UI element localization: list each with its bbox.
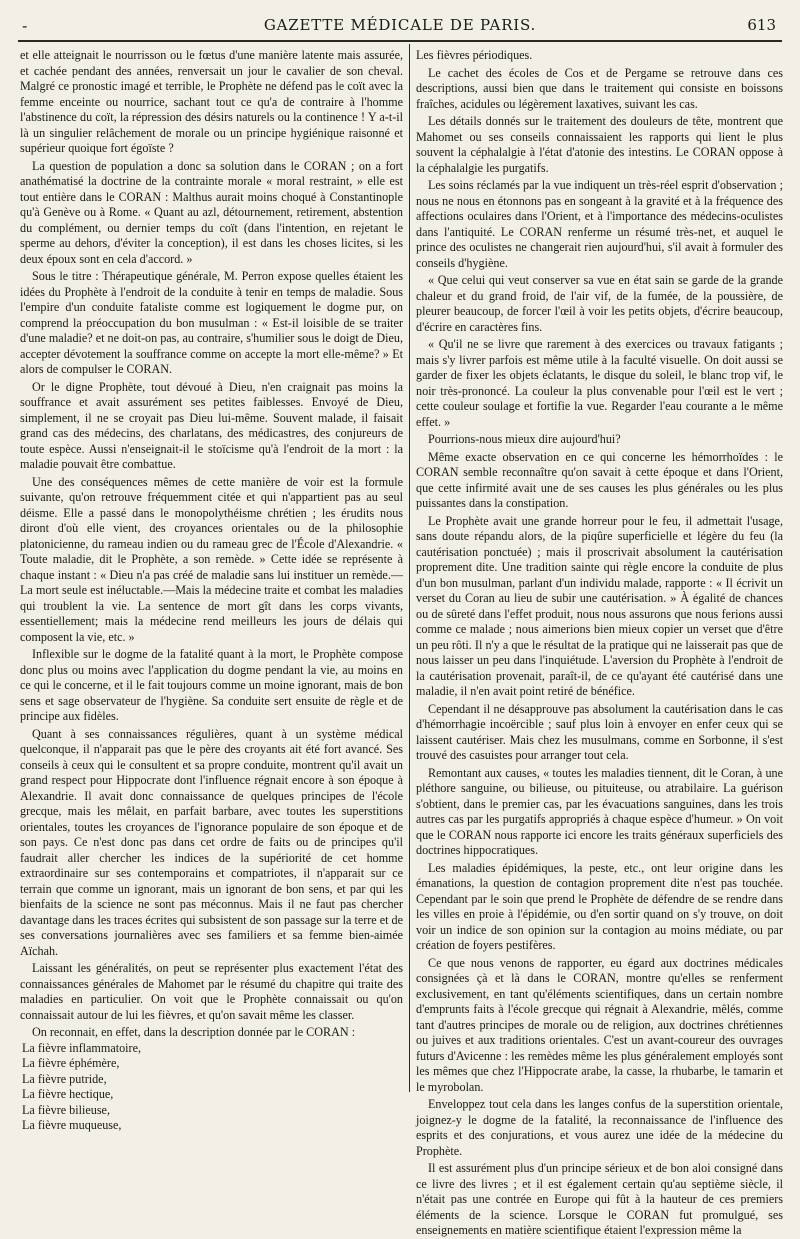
paragraph: et elle atteignait le nourrisson ou le fœtus d'une manière latente mais assurée, et cachée pendant des années, renversait un jour le cavalier de son cheval. Malgré ce pronostic imagé et terrible, le Prophète ne défend pas le coït avec la femme enceinte ou nourrice, sachant tout ce qu'a de contraire à l'homme l'abstinence du coït, la répression des désirs naturels ou la continence ! Y a-t-il là un singulier relâchement de morale ou un principe hygiénique raisonné et supérieur quoique fort égoïste ? [20,48,403,155]
paragraph: Même exacte observation en ce qui concerne les hémorrhoïdes : le CORAN semble reconnaître qu'on savait à cette époque et dans l'Orient, que cette infirmité avait une de ses causes les plus générales ou les plus puissantes dans la constipation. [416,449,783,510]
header-mark: - [22,16,28,35]
paragraph: Pourrions-nous mieux dire aujourd'hui? [428,432,621,446]
paragraph: Les maladies épidémiques, la peste, etc., ont leur origine dans les émanations, la question de contagion proprement dite n'est pas touchée. Cependant par le soin que prend le Prophète de défendre de se rendre dans les villes en proie à l'épidémie, ou d'en sortir quand on s'y trouve, on doit voir un indice de son opinion sur la contagion au moins médiate, ou par création de foyers pestifères. [416,860,783,952]
paragraph: Or le digne Prophète, tout dévoué à Dieu, n'en craignait pas moins la souffrance et avait assurément ses petites faiblesses. Envoyé de Dieu, simplement, il ne se croyait pas Dieu lui-même. Souvent malade, il faisait grand cas des médecins, des charlatans, des médicastres, des conjureurs de toute espèce. Aussi n'enseignait-il le stoïcisme qu'à l'endroit de la mort : la maladie pouvait être combattue. [20,379,403,471]
paragraph: Les soins réclamés par la vue indiquent un très-réel esprit d'observation ; nous ne nous en étonnons pas en songeant à la gravité et à la fréquence des affections oculaires dans l'Orient, et à l'importance des médecins-oculistes dans l'antiquité. Le CORAN renferme un résumé très-net, et auquel le prince des oculistes ne changerait rien aujourd'hui, s'il avait à formuler des conseils d'hygiène. [416,178,783,270]
fever-list [20,1041,403,1134]
paragraph: Quant à ses connaissances régulières, quant à un système médical quelconque, il n'apparait pas que le père des croyants ait été fort avancé. Ses conseils à ceux qui le consultent et sa propre conduite, montrent qu'il avait un grand respect pour Hippocrate dont l'influence régnait encore à son époque à Alexandrie. Il avait donc connaissance de quelques principes de l'école grecque, mais les mêlait, en parfait barbare, avec toutes les superstitions orientales, toutes les croyances de l'ignorance populaire de son époque et de son pays. Ce n'est donc pas dans cet ordre de faits ou de principes qu'il faudrait aller chercher les indices de la supériorité de cet homme extraordinaire sur ses contemporains et compatriotes, il n'apparait sur ce terrain que comme un ignorant, mais un ignorant de bon sens, et par qui les bienfaits de la science ne sont pas méconnus. Mais il ne faut pas chercher davantage dans les traces écrites qui subsistent de son passage sur la terre et de ses conversations journalières avec ses familiers et sa femme bien-aimée Aïchah. [20,726,403,958]
column-divider [409,44,410,1092]
paragraph: Enveloppez tout cela dans les langes confus de la superstition orientale, joignez-y le dogme de la fatalité, la reconnaissance de l'influence des esprits et des conjurations, et vous aurez une idée de la médecine du Prophète. [416,1097,783,1158]
paragraph: « Qu'il ne se livre que rarement à des exercices ou travaux fatigants ; mais s'y livrer parfois est même utile à la faculté visuelle. On doit aussi se garder de fixer les objets éclatants, le disque du soleil, le blanc trop vif, le noir très-prononcé. La couleur la plus convenable pour l'œil est le vert ; cette couleur soulage et fortifie la vue. Regarder l'eau courante a le même effet. » [416,337,783,429]
paragraph: On reconnait, en effet, dans la description donnée par le CORAN : [32,1025,356,1039]
paragraph: Cependant il ne désapprouve pas absolument la cautérisation dans le cas d'hémorrhagie incoërcible ; sauf plus loin à envoyer en enfer ceux qui se laissent cautériser. Mais chez les musulmans, comme en Sorbonne, il s'est trouvé des casuistes pour arranger tout cela. [416,701,783,762]
paragraph: Remontant aux causes, « toutes les maladies tiennent, dit le Coran, à une pléthore sanguine, ou bilieuse, ou pituiteuse, ou atrabilaire. La guérison s'obtient, dans le premier cas, par les évacuations sanguines, dans les trois autres cas par les purgatifs appropriés à chaque espèce d'humeur. » On voit que le CORAN nous rapporte ici encore les traits généraux superficiels des doctrines hippocratiques. [416,765,783,857]
paragraph: Il est assurément plus d'un principe sérieux et de bon aloi consigné dans ce livre des livres ; et il est également certain qu'au septième siècle, il n'était pas une contrée en Europe qui fût à la hauteur de ces premiers éléments de la science. Lorsque le CORAN fut promulgué, ses enseignements en matière scientifique étaient l'expression même la [416,1161,783,1237]
journal-title: GAZETTE MÉDICALE DE PARIS. [263,16,537,34]
list-item: La fièvre éphémère, [22,1056,120,1070]
paragraph: Le cachet des écoles de Cos et de Pergame se retrouve dans ces descriptions, aussi bien que dans le traitement qui consiste en boissons fraîches, acidules ou légèrement laxatives, suivant les cas. [416,65,783,111]
paragraph: Une des conséquences mêmes de cette manière de voir est la formule suivante, qu'on retrouve fréquemment citée et qui n'appartient pas au seul déisme. Elle a passé dans le monopolythéisme chrétien ; les érudits nous diront d'où elle vient, des croyances orientales ou de la philosophie platonicienne, du rameau indien ou du rameau grec de l'École d'Alexandrie. « Toute maladie, dit le Prophète, a son remède. » Cette idée se représente à chaque instant : « Dieu n'a pas créé de maladie sans lui instituer un remède.—La mort seule est inéluctable.—Mais la médecine traite et combat les maladies qui troublent la vie. La sentence de mort gît dans les corps vivants, essentiellement; mais la médecine rend meilleurs les jours de délais qui composent la vie, etc. » [20,474,403,644]
list-item: La fièvre bilieuse, [22,1102,110,1117]
list-item: La fièvre putride, [22,1071,107,1086]
right-column [416,48,783,1237]
list-item: La fièvre muqueuse, [22,1118,122,1132]
paragraph: Les détails donnés sur le traitement des douleurs de tête, montrent que Mahomet ou ses conseils connaissaient les rapports qui lient le plus souvent la céphalalgie à l'état d'atonie des intestins. Le CORAN oppose à la céphalalgie les purgatifs. [416,114,783,175]
list-item: La fièvre inflammatoire, [22,1040,141,1055]
paragraph: Laissant les généralités, on peut se représenter plus exactement l'état des connaissances générales de Mahomet par le résumé du chapitre qui traite des maladies en particulier. On voit que le Prophète connaissait ou qu'on connaissait autour de lui les fièvres, et qu'on savait même les classer. [20,961,403,1022]
left-column [20,48,403,1132]
page-header [18,10,782,42]
paragraph: « Que celui qui veut conserver sa vue en état sain se garde de la grande chaleur et du grand froid, de l'air vif, de la fumée, de la poussière, de pleurer beaucoup, de forcer l'œil à voir les petits objets, d'écrire beaucoup, d'écrire en caractères fins. [416,273,783,334]
paragraph: Sous le titre : Thérapeutique générale, M. Perron expose quelles étaient les idées du Prophète à l'endroit de la conduite à tenir en temps de maladie. Sous l'empire d'un conduite fataliste comme est logiquement le dogme pur, on comprend la préoccupation du bon musulman : « Est-il loisible de se traiter d'une maladie? et ne doit-on pas, au contraire, s'humilier sous le doigt de Dieu, accepter dévotement la souffrance comme on accepte la mort elle-même? » Et alors de compulser le CORAN. [20,269,403,376]
paragraph: Le Prophète avait une grande horreur pour le feu, il admettait l'usage, sans doute répandu alors, de la piqûre superficielle et légère du feu (la cautérisation ponctuée) ; mais il proscrivait absolument la cautérisation proprement dite. Une tradition sainte qui règle encore la conduite de plus d'un bon musulman, parlant d'un individu malade, rapporte : « Il écrivit un verset du Coran au lieu de subir une cautérisation. » À égalité de chances ou de sûreté dans l'effet produit, nous nous assurons que nous ferions aussi comme ce malade ; nous aimerions bien mieux copier un verset que d'être un peu rôti. Il n'y a que le résultat de la pratique qui ne laisserait pas que de nous laisser un peu dans l'inquiétude. L'aversion du Prophète à l'endroit de la cautérisation provenait, paraît-il, de ce qu'ayant été cautérisé dans une maladie, il n'en avait point retiré de bénéfice. [416,513,783,698]
paragraph: La question de population a donc sa solution dans le CORAN ; on a fort anathématisé la doctrine de la contrainte morale « moral restraint, » elle est tout entière dans le CORAN : Malthus aurait moins choqué à Constantinople qu'à Genève ou à Rome. « Quant au azl, détournement, retirement, abstention du complément, ou dernier temps du coït (dans l'intention, en rejetant le sperme au dehors, d'éviter la conception), il est dans les choses licites, si les deux époux sont en cela d'accord. » [20,158,403,266]
list-item: La fièvre hectique, [22,1087,114,1101]
page-number: 613 [747,16,776,34]
paragraph: Ce que nous venons de rapporter, eu égard aux doctrines médicales consignées çà et là dans le CORAN, montre qu'elles se renferment exclusivement, en tant qu'éléments scientifiques, dans un certain nombre d'emprunts faits à l'école grecque qui régnait à Alexandrie, mêlés, comme tant d'autres principes de morale ou de religion, aux doctrines chrétiennes ou juives et aux traditions orientales. C'est un avant-coureur des ouvrages futurs d'Avicenne : les remèdes même les plus généralement employés sont les mêmes que chez l'Hippocrate arabe, la casse, la rhubarbe, le tamarin et le myrobolan. [416,955,783,1094]
paragraph: Les fièvres périodiques. [416,48,533,62]
paragraph: Inflexible sur le dogme de la fatalité quant à la mort, le Prophète compose donc plus ou moins avec l'application du dogme pendant la vie, au moins en ce qui le concerne, et il le fait toujours comme un moine ignorant, mais de bon sens et sage observateur de l'hygiène. Sa conduite sert ensuite de règle et de principe aux fidèles. [20,647,403,723]
